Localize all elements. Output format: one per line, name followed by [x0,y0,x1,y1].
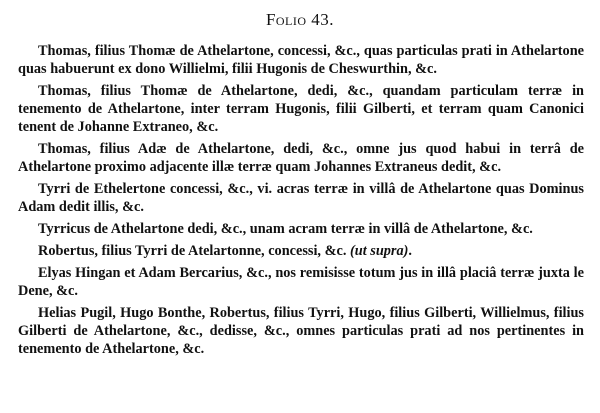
entry-5: Tyrricus de Athelartone dedi, &c., unam acram terræ in villâ de Athelartone, &c. [38,221,533,237]
entry-3: Thomas, filius Adæ de Athelartone, dedi, &c., omne jus quod habui in terrâ de Athelartone proximo adjacente illæ terræ quam Johannes Extraneus dedit, &c. [18,141,584,175]
entry-2: Thomas, filius Thomæ de Athelartone, dedi, &c., quandam particulam terræ in tenemento de Athelartone, inter terram Hugonis, filii Gilberti, et terram quam Canonici tenent de Johanne Extraneo, &c. [18,83,584,135]
entry-6-period: . [408,243,412,259]
entry-8: Helias Pugil, Hugo Bonthe, Robertus, filius Tyrri, Hugo, filius Gilberti, Willielmus, filius Gilberti de Athelartone, &c., dedisse, &c., omnes particulas prati ad nos pertinentes in tenemento de Athelartone, &c. [18,305,584,357]
entry-4: Tyrri de Ethelertone concessi, &c., vi. acras terræ in villâ de Athelartone quas Dominus Adam dedit illis, &c. [18,181,584,215]
folio-heading: Folio 43. [265,10,335,29]
entry-7: Elyas Hingan et Adam Bercarius, &c., nos remisisse totum jus in illâ placiâ terræ juxta le Dene, &c. [18,265,584,299]
entry-1: Thomas, filius Thomæ de Athelartone, concessi, &c., quas particulas prati in Athelartone quas habuerunt ex dono Willielmi, filii Hugonis de Cheswurthin, &c. [18,43,584,77]
entry-6 [18,242,584,260]
entry-list [18,42,584,362]
entry-6-text: Robertus, filius Tyrri de Atelartonne, concessi, &c. [38,243,347,259]
entry-6-ut-supra: (ut supra) [350,243,409,259]
